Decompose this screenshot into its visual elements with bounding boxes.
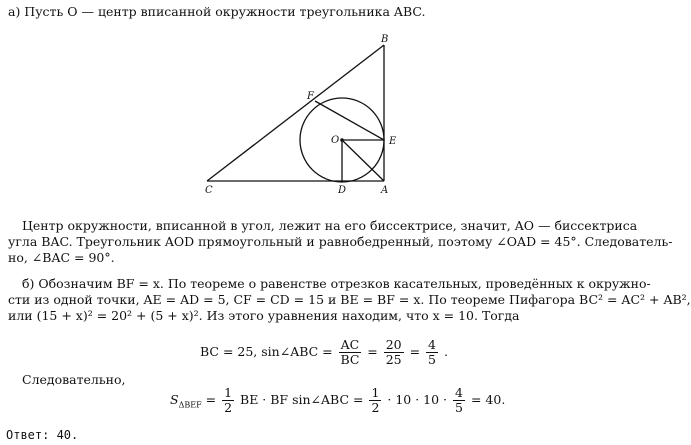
part-a-line-2: угла BAC. Треугольник AOD прямоугольный и равнобедренный, поэтому ∠OAD = 45°. Следователь- <box>8 234 673 249</box>
fraction-denominator: 2 <box>224 400 233 415</box>
formula2-result: = 40. <box>470 392 506 407</box>
center-o-point <box>340 138 344 142</box>
label-f: F <box>307 91 314 102</box>
part-a-line-1: Центр окружности, вписанной в угол, лежит на его биссектрисе, значит, AO — биссектриса <box>22 218 638 233</box>
period: . <box>443 344 448 359</box>
equals-sign: = <box>409 344 421 359</box>
part-a-heading: а) Пусть O — центр вписанной окружности треугольника ABC. <box>8 4 426 19</box>
part-b-line-2: сти из одной точки, AE = AD = 5, CF = CD = 15 и BE = BF = x. По теореме Пифагора BC² = AC² + AB², <box>8 292 691 307</box>
segment-fe <box>315 101 384 140</box>
part-b-line-1: б) Обозначим BF = x. По теореме о равенстве отрезков касательных, проведённых к окружно- <box>22 276 651 291</box>
fraction-numerator: 4 <box>455 385 463 400</box>
segment-ao <box>342 140 384 181</box>
label-e: E <box>389 136 397 147</box>
part-a-line-3: но, ∠BAC = 90°. <box>8 250 115 265</box>
fraction-denominator: 5 <box>428 352 436 367</box>
label-a: A <box>381 185 389 196</box>
fraction-4-5-second <box>453 386 465 415</box>
fraction-4-5 <box>426 338 438 367</box>
formula1-left: BC = 25, sin∠ABC = <box>200 344 333 359</box>
area-symbol: S <box>170 392 179 407</box>
label-d: D <box>338 185 347 196</box>
area-subscript: ΔBEF <box>178 400 202 410</box>
fraction-ac-bc <box>339 338 362 367</box>
formula2-middle: BE · BF sin∠ABC = <box>240 392 364 407</box>
fraction-numerator: 1 <box>224 385 233 400</box>
fraction-1-2-second <box>369 386 381 415</box>
answer-line: Ответ: 40. <box>6 428 79 442</box>
equals-sign: = <box>367 344 378 359</box>
fraction-denominator: 2 <box>371 400 380 415</box>
side-cb <box>207 45 384 181</box>
fraction-denominator: 5 <box>455 400 463 415</box>
fraction-numerator: AC <box>340 337 360 352</box>
formula-area-bef <box>170 386 505 415</box>
formula-sin-abc <box>200 338 448 367</box>
fraction-1-2 <box>222 386 234 415</box>
formula2-product: · 10 · 10 · <box>387 392 448 407</box>
incircle-triangle-figure <box>0 0 600 210</box>
label-c: C <box>205 185 213 196</box>
part-b-line-3: или (15 + x)² = 20² + (5 + x)². Из этого уравнения находим, что x = 10. Тогда <box>8 308 520 323</box>
fraction-20-25 <box>384 338 404 367</box>
fraction-denominator: BC <box>340 352 360 367</box>
consequently-text: Следовательно, <box>22 372 126 387</box>
label-b: B <box>381 34 389 45</box>
fraction-numerator: 1 <box>371 385 380 400</box>
label-o: O <box>331 135 340 146</box>
fraction-denominator: 25 <box>385 352 402 367</box>
fraction-numerator: 20 <box>385 337 402 352</box>
fraction-numerator: 4 <box>428 337 436 352</box>
equals-sign: = <box>205 392 217 407</box>
